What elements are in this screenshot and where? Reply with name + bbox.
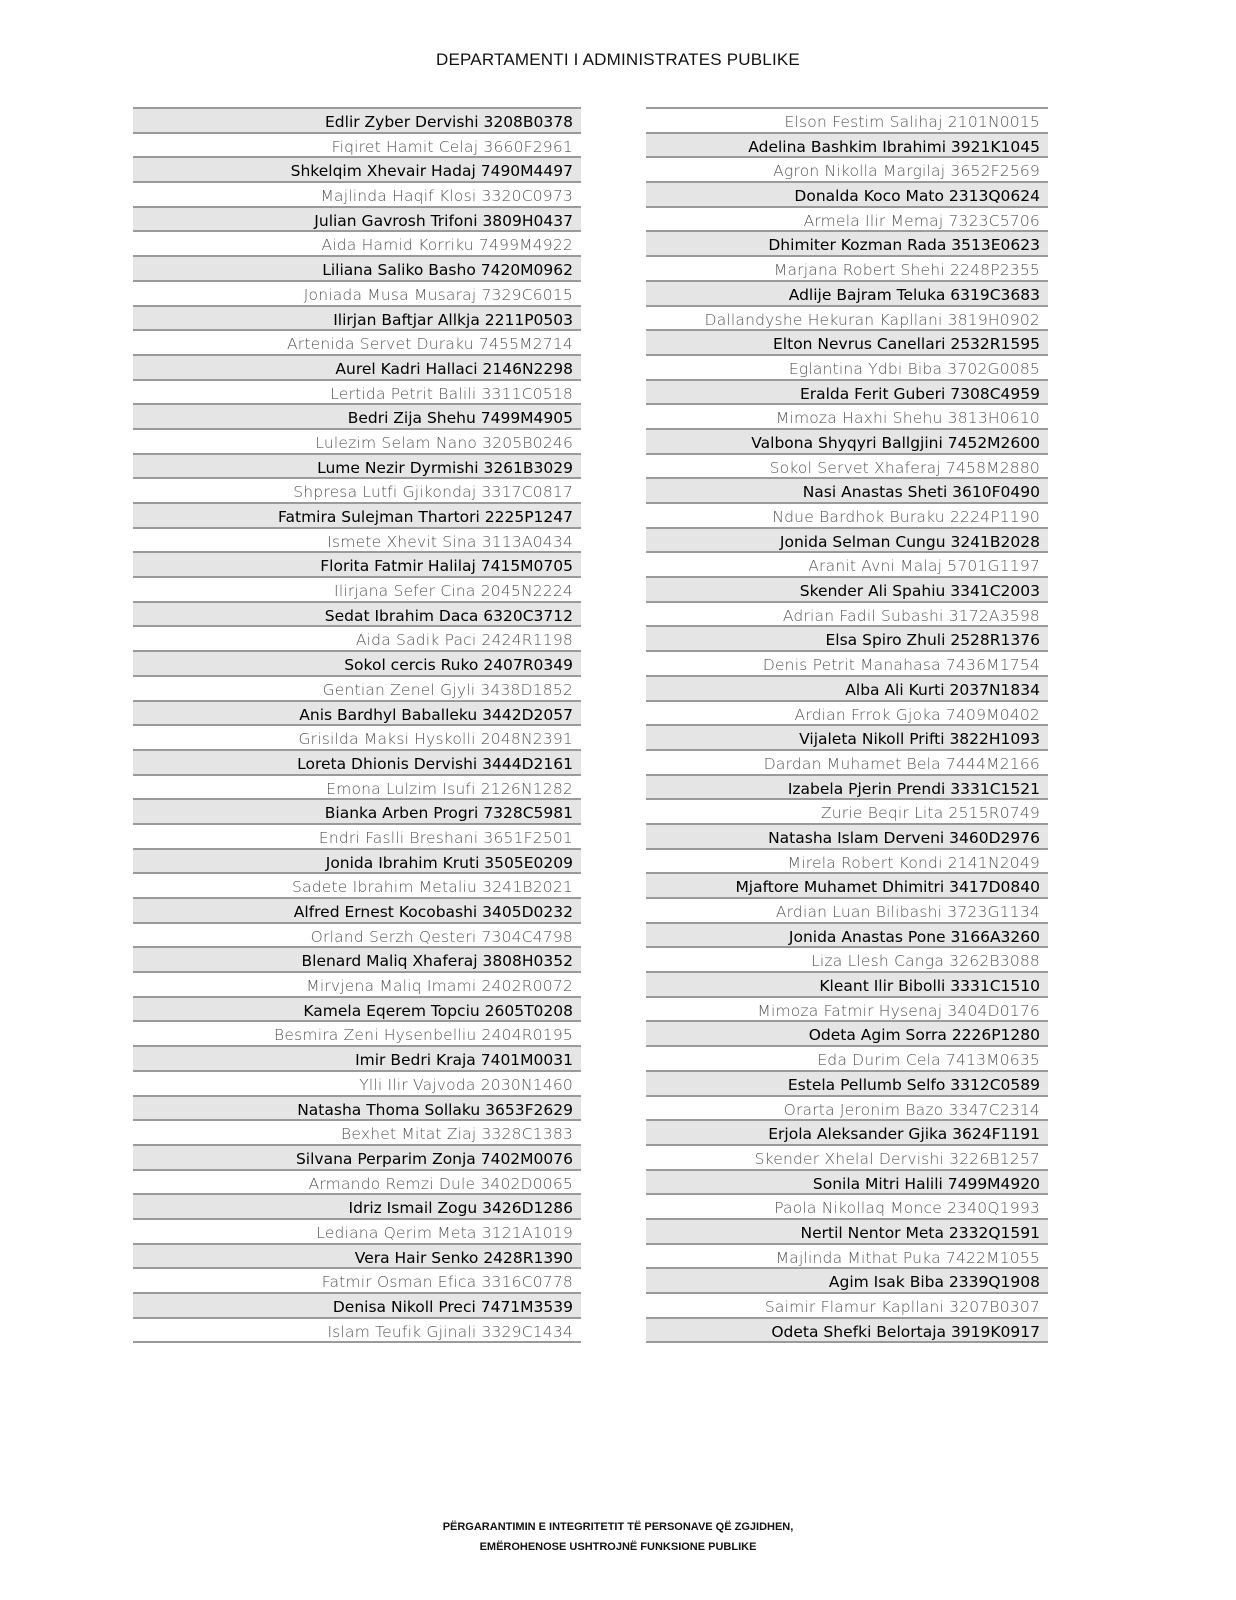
list-item: Majlinda Haqif Klosi 3320C0973 — [133, 183, 581, 208]
list-item: Kamela Eqerem Topciu 2605T0208 — [133, 998, 581, 1023]
list-item: Orland Serzh Qesteri 7304C4798 — [133, 924, 581, 949]
list-item: Nasi Anastas Sheti 3610F0490 — [646, 479, 1048, 504]
list-item: Artenida Servet Duraku 7455M2714 — [133, 331, 581, 356]
list-item: Florita Fatmir Halilaj 7415M0705 — [133, 553, 581, 578]
list-item: Fatmir Osman Efica 3316C0778 — [133, 1269, 581, 1294]
list-item: Ilirjana Sefer Cina 2045N2224 — [133, 578, 581, 603]
list-item: Alba Ali Kurti 2037N1834 — [646, 677, 1048, 702]
list-item: Ardian Frrok Gjoka 7409M0402 — [646, 702, 1048, 727]
list-item: Eda Durim Cela 7413M0635 — [646, 1047, 1048, 1072]
right-name-list — [646, 107, 1048, 1343]
list-item: Loreta Dhionis Dervishi 3444D2161 — [133, 751, 581, 776]
list-item: Aurel Kadri Hallaci 2146N2298 — [133, 356, 581, 381]
list-item: Idriz Ismail Zogu 3426D1286 — [133, 1195, 581, 1220]
list-item: Islam Teufik Gjinali 3329C1434 — [133, 1319, 581, 1344]
list-item: Adrian Fadil Subashi 3172A3598 — [646, 603, 1048, 628]
list-item: Fiqiret Hamit Celaj 3660F2961 — [133, 134, 581, 159]
list-item: Blenard Maliq Xhaferaj 3808H0352 — [133, 948, 581, 973]
list-item: Valbona Shyqyri Ballgjini 7452M2600 — [646, 430, 1048, 455]
list-item: Mimoza Fatmir Hysenaj 3404D0176 — [646, 998, 1048, 1023]
list-item: Eglantina Ydbi Biba 3702G0085 — [646, 356, 1048, 381]
list-item: Emona Lulzim Isufi 2126N1282 — [133, 776, 581, 801]
list-item: Denisa Nikoll Preci 7471M3539 — [133, 1294, 581, 1319]
list-item: Vera Hair Senko 2428R1390 — [133, 1245, 581, 1270]
list-item: Saimir Flamur Kapllani 3207B0307 — [646, 1294, 1048, 1319]
list-item: Sedat Ibrahim Daca 6320C3712 — [133, 603, 581, 628]
list-item: Besmira Zeni Hysenbelliu 2404R0195 — [133, 1022, 581, 1047]
list-item: Bianka Arben Progri 7328C5981 — [133, 800, 581, 825]
list-item: Sokol cercis Ruko 2407R0349 — [133, 652, 581, 677]
footer-line-2: EMËROHENOSE USHTROJNË FUNKSIONE PUBLIKE — [479, 1541, 757, 1553]
list-item: Lertida Petrit Balili 3311C0518 — [133, 381, 581, 406]
list-item: Ilirjan Baftjar Allkja 2211P0503 — [133, 307, 581, 332]
list-item: Adelina Bashkim Ibrahimi 3921K1045 — [646, 134, 1048, 159]
list-item: Anis Bardhyl Baballeku 3442D2057 — [133, 702, 581, 727]
list-item: Lume Nezir Dyrmishi 3261B3029 — [133, 455, 581, 480]
list-item: Kleant Ilir Bibolli 3331C1510 — [646, 973, 1048, 998]
list-item: Donalda Koco Mato 2313Q0624 — [646, 183, 1048, 208]
list-item: Mimoza Haxhi Shehu 3813H0610 — [646, 405, 1048, 430]
list-item: Aida Hamid Korriku 7499M4922 — [133, 232, 581, 257]
list-item: Adlije Bajram Teluka 6319C3683 — [646, 282, 1048, 307]
list-item: Estela Pellumb Selfo 3312C0589 — [646, 1072, 1048, 1097]
list-item: Ardian Luan Bilibashi 3723G1134 — [646, 899, 1048, 924]
list-item: Agim Isak Biba 2339Q1908 — [646, 1269, 1048, 1294]
list-item: Liliana Saliko Basho 7420M0962 — [133, 257, 581, 282]
list-item: Lediana Qerim Meta 3121A1019 — [133, 1220, 581, 1245]
list-item: Mirvjena Maliq Imami 2402R0072 — [133, 973, 581, 998]
left-name-list — [133, 107, 581, 1343]
list-item: Nertil Nentor Meta 2332Q1591 — [646, 1220, 1048, 1245]
list-item: Mjaftore Muhamet Dhimitri 3417D0840 — [646, 874, 1048, 899]
page-footer — [0, 1517, 1236, 1557]
list-item: Odeta Agim Sorra 2226P1280 — [646, 1022, 1048, 1047]
list-item: Sokol Servet Xhaferaj 7458M2880 — [646, 455, 1048, 480]
list-item: Ismete Xhevit Sina 3113A0434 — [133, 529, 581, 554]
list-item: Erjola Aleksander Gjika 3624F1191 — [646, 1121, 1048, 1146]
list-item: Edlir Zyber Dervishi 3208B0378 — [133, 109, 581, 134]
list-item: Skender Xhelal Dervishi 3226B1257 — [646, 1146, 1048, 1171]
list-item: Elson Festim Salihaj 2101N0015 — [646, 109, 1048, 134]
list-item: Vijaleta Nikoll Prifti 3822H1093 — [646, 726, 1048, 751]
list-item: Sadete Ibrahim Metaliu 3241B2021 — [133, 874, 581, 899]
list-item: Eralda Ferit Guberi 7308C4959 — [646, 381, 1048, 406]
list-item: Jonida Anastas Pone 3166A3260 — [646, 924, 1048, 949]
list-item: Shkelqim Xhevair Hadaj 7490M4497 — [133, 158, 581, 183]
list-item: Dallandyshe Hekuran Kapllani 3819H0902 — [646, 307, 1048, 332]
list-item: Jonida Selman Cungu 3241B2028 — [646, 529, 1048, 554]
list-item: Dardan Muhamet Bela 7444M2166 — [646, 751, 1048, 776]
list-item: Elton Nevrus Canellari 2532R1595 — [646, 331, 1048, 356]
list-item: Denis Petrit Manahasa 7436M1754 — [646, 652, 1048, 677]
list-item: Zurie Beqir Lita 2515R0749 — [646, 800, 1048, 825]
list-item: Odeta Shefki Belortaja 3919K0917 — [646, 1319, 1048, 1344]
list-item: Aida Sadik Paci 2424R1198 — [133, 627, 581, 652]
list-item: Bedri Zija Shehu 7499M4905 — [133, 405, 581, 430]
page-title: DEPARTAMENTI I ADMINISTRATES PUBLIKE — [436, 50, 800, 69]
list-item: Ndue Bardhok Buraku 2224P1190 — [646, 504, 1048, 529]
list-item: Jonida Ibrahim Kruti 3505E0209 — [133, 850, 581, 875]
list-item: Skender Ali Spahiu 3341C2003 — [646, 578, 1048, 603]
list-item: Grisilda Maksi Hyskolli 2048N2391 — [133, 726, 581, 751]
list-item: Dhimiter Kozman Rada 3513E0623 — [646, 232, 1048, 257]
list-item: Natasha Islam Derveni 3460D2976 — [646, 825, 1048, 850]
list-item: Julian Gavrosh Trifoni 3809H0437 — [133, 208, 581, 233]
list-item: Orarta Jeronim Bazo 3347C2314 — [646, 1097, 1048, 1122]
list-item: Paola Nikollaq Monce 2340Q1993 — [646, 1195, 1048, 1220]
list-item: Agron Nikolla Margilaj 3652F2569 — [646, 158, 1048, 183]
list-item: Izabela Pjerin Prendi 3331C1521 — [646, 776, 1048, 801]
list-item: Bexhet Mitat Ziaj 3328C1383 — [133, 1121, 581, 1146]
list-item: Marjana Robert Shehi 2248P2355 — [646, 257, 1048, 282]
list-item: Elsa Spiro Zhuli 2528R1376 — [646, 627, 1048, 652]
list-item: Armela Ilir Memaj 7323C5706 — [646, 208, 1048, 233]
list-item: Aranit Avni Malaj 5701G1197 — [646, 553, 1048, 578]
list-item: Armando Remzi Dule 3402D0065 — [133, 1171, 581, 1196]
list-item: Imir Bedri Kraja 7401M0031 — [133, 1047, 581, 1072]
list-item: Shpresa Lutfi Gjikondaj 3317C0817 — [133, 479, 581, 504]
list-item: Silvana Perparim Zonja 7402M0076 — [133, 1146, 581, 1171]
list-item: Fatmira Sulejman Thartori 2225P1247 — [133, 504, 581, 529]
list-item: Gentian Zenel Gjyli 3438D1852 — [133, 677, 581, 702]
list-item: Natasha Thoma Sollaku 3653F2629 — [133, 1097, 581, 1122]
list-item: Liza Llesh Canga 3262B3088 — [646, 948, 1048, 973]
list-item: Majlinda Mithat Puka 7422M1055 — [646, 1245, 1048, 1270]
list-item: Mirela Robert Kondi 2141N2049 — [646, 850, 1048, 875]
list-item: Endri Faslli Breshani 3651F2501 — [133, 825, 581, 850]
list-item: Lulezim Selam Nano 3205B0246 — [133, 430, 581, 455]
list-item: Joniada Musa Musaraj 7329C6015 — [133, 282, 581, 307]
list-item: Alfred Ernest Kocobashi 3405D0232 — [133, 899, 581, 924]
list-item: Sonila Mitri Halili 7499M4920 — [646, 1171, 1048, 1196]
footer-line-1: PËRGARANTIMIN E INTEGRITETIT TË PERSONAVE QË ZGJIDHEN, — [442, 1521, 794, 1533]
list-item: Ylli Ilir Vajvoda 2030N1460 — [133, 1072, 581, 1097]
